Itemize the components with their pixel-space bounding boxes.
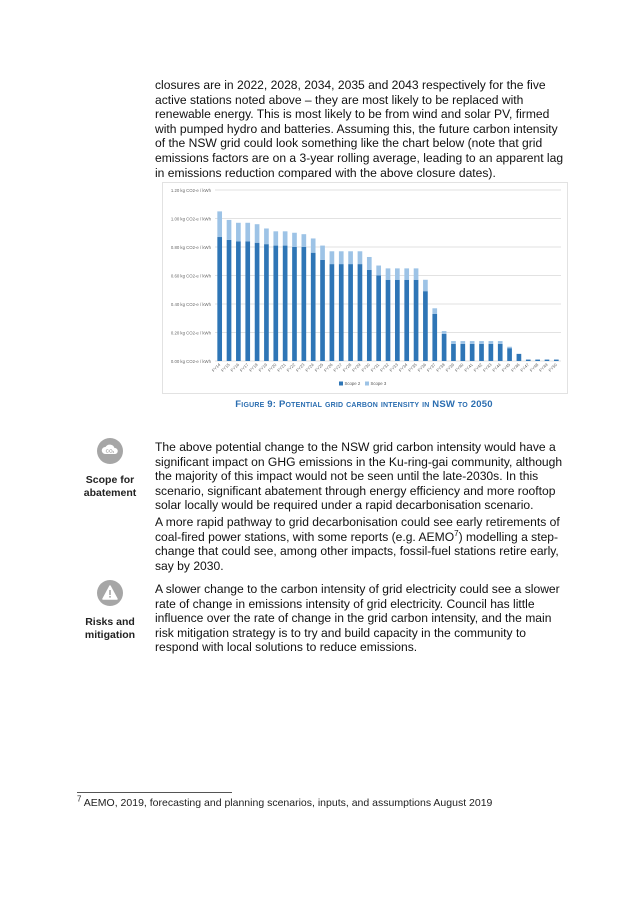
bar-scope-2 (479, 344, 484, 361)
bar-scope-2 (395, 280, 400, 361)
bar-scope-2 (348, 264, 353, 361)
bar-scope-3 (236, 223, 241, 242)
bar-scope-2 (414, 280, 419, 361)
footnote (77, 794, 493, 809)
bar-scope-2 (498, 344, 503, 361)
bar-scope-2 (339, 264, 344, 361)
bar-scope-3 (432, 308, 437, 314)
bar-scope-3 (245, 223, 250, 242)
bar-scope-3 (498, 341, 503, 344)
x-tick-label: FY23 (294, 362, 306, 373)
y-tick-label: 0.00 kg CO2-e / kWh (170, 358, 211, 364)
bar-scope-2 (245, 241, 250, 361)
bar-scope-3 (217, 211, 222, 237)
x-tick-label: FY16 (229, 362, 241, 373)
bar-scope-3 (404, 268, 409, 279)
risk-paragraph: A slower change to the carbon intensity of grid electricity could see a slower rate of change in emissions intensity of grid electricity. Council has little influence over the rate of change in the grid carbon intensity, and the main risk mitigation strategy is to try and build capacity in the community to respond with local solutions to reduce emissions. (155, 582, 560, 655)
x-tick-label: FY41 (463, 362, 474, 373)
bar-scope-2 (227, 240, 232, 361)
bar-scope-3 (311, 238, 316, 252)
legend-swatch (339, 382, 343, 386)
bar-scope-3 (489, 341, 494, 344)
bar-scope-2 (367, 270, 372, 361)
x-tick-label: FY19 (257, 362, 269, 373)
bar-scope-2 (470, 344, 475, 361)
bar-scope-3 (460, 341, 465, 344)
x-tick-label: FY15 (220, 362, 231, 373)
bar-scope-3 (414, 268, 419, 279)
bar-scope-3 (292, 233, 297, 247)
x-tick-label: FY24 (304, 362, 315, 373)
bar-scope-2 (358, 264, 363, 361)
bar-scope-3 (507, 347, 512, 348)
x-tick-label: FY47 (519, 362, 530, 373)
x-tick-label: FY35 (407, 362, 418, 373)
x-tick-label: FY50 (547, 362, 559, 373)
bar-scope-3 (283, 231, 288, 245)
y-tick-label: 1.00 kg CO2-e / kWh (170, 216, 211, 222)
x-tick-label: FY20 (266, 362, 278, 373)
x-tick-label: FY21 (276, 362, 287, 373)
x-tick-label: FY29 (351, 362, 362, 373)
x-tick-label: FY39 (444, 362, 456, 373)
risk-label-line2: mitigation (84, 629, 136, 641)
bar-scope-3 (302, 234, 307, 247)
bar-scope-2 (302, 247, 307, 361)
bar-scope-3 (470, 341, 475, 344)
bar-scope-2 (460, 344, 465, 361)
bar-scope-3 (386, 268, 391, 279)
x-tick-label: FY48 (528, 362, 540, 373)
footnote-marker: 7 (77, 794, 82, 804)
bar-scope-3 (320, 246, 325, 260)
scope-for-abatement-label (72, 474, 148, 500)
x-tick-label: FY17 (238, 362, 250, 373)
x-tick-label: FY49 (538, 362, 549, 373)
bar-scope-2 (545, 360, 550, 361)
bar-scope-2 (535, 360, 540, 361)
bar-scope-2 (311, 253, 316, 361)
legend-swatch (365, 382, 369, 386)
x-tick-label: FY43 (481, 362, 493, 373)
legend-label: Scope 3 (370, 381, 387, 386)
bar-scope-3 (255, 224, 260, 243)
bar-scope-2 (386, 280, 391, 361)
bar-scope-2 (320, 260, 325, 361)
bar-scope-3 (451, 341, 456, 344)
bar-scope-2 (432, 314, 437, 361)
bar-scope-3 (358, 251, 363, 264)
bar-scope-2 (330, 264, 335, 361)
bar-scope-3 (395, 268, 400, 279)
footnote-text: AEMO, 2019, forecasting and planning scenarios, inputs, and assumptions August 2019 (83, 797, 493, 809)
y-tick-label: 0.40 kg CO2-e / kWh (170, 301, 211, 307)
bar-scope-2 (526, 360, 531, 361)
bar-scope-2 (442, 334, 447, 361)
x-tick-label: FY30 (360, 362, 372, 373)
x-tick-label: FY22 (285, 362, 297, 373)
bar-scope-3 (264, 228, 269, 244)
figure-caption: Figure 9: Potential grid carbon intensity in NSW to 2050 (235, 399, 493, 410)
rapid-pathway-paragraph (155, 515, 565, 573)
scope-label-line2: abatement (83, 487, 137, 499)
x-tick-label: FY36 (416, 362, 428, 373)
x-tick-label: FY28 (341, 362, 353, 373)
bar-scope-3 (227, 220, 232, 240)
bar-scope-2 (236, 241, 241, 361)
bar-scope-3 (339, 251, 344, 264)
chart-svg (163, 183, 567, 393)
bar-scope-3 (348, 251, 353, 264)
bar-scope-3 (273, 231, 278, 245)
y-tick-label: 1.20 kg CO2-e / kWh (170, 187, 211, 193)
warning-icon (97, 580, 123, 606)
bar-scope-3 (423, 280, 428, 291)
risks-and-mitigation-label (72, 616, 148, 642)
risk-label-line1: Risks and (85, 616, 135, 628)
bar-scope-2 (217, 237, 222, 361)
bar-scope-2 (255, 243, 260, 361)
x-tick-label: FY44 (491, 362, 502, 373)
bar-scope-2 (451, 344, 456, 361)
bar-scope-3 (479, 341, 484, 344)
x-tick-label: FY34 (397, 362, 409, 373)
grid-carbon-intensity-chart (162, 182, 568, 394)
x-tick-label: FY25 (313, 362, 325, 373)
x-tick-label: FY18 (248, 362, 259, 373)
bar-scope-2 (376, 276, 381, 362)
scope-label-line1: Scope for (85, 474, 135, 486)
bar-scope-3 (376, 266, 381, 276)
bar-scope-2 (283, 246, 288, 361)
rapid-text-b: ) modelling a step-change that could see, among other impacts, fossil-fuel stations retire early, say by 2030. (155, 529, 559, 573)
y-tick-label: 0.20 kg CO2-e / kWh (170, 330, 211, 336)
bar-scope-3 (442, 331, 447, 334)
y-tick-label: 0.60 kg CO2-e / kWh (170, 273, 211, 279)
footnote-ref[interactable]: 7 (454, 528, 459, 538)
bar-scope-2 (273, 246, 278, 361)
bar-scope-2 (507, 348, 512, 361)
footnote-divider (77, 792, 232, 793)
legend-label: Scope 2 (344, 381, 361, 386)
x-tick-label: FY26 (322, 362, 334, 373)
x-tick-label: FY45 (500, 362, 512, 373)
x-tick-label: FY32 (379, 362, 390, 373)
rapid-text-a: A more rapid pathway to grid decarbonisation could see early retirements of coal-fired power stations, with some reports (e.g. AEMO (155, 515, 560, 544)
intro-paragraph: closures are in 2022, 2028, 2034, 2035 and 2043 respectively for the five active stations noted above – they are most likely to be replaced with renewable energy. This is most likely to be from wind and solar PV, firmed with pumped hydro and batteries. Assuming this, the future carbon intensity of the NSW grid could look something like the chart below (note that grid emissions factors are on a 3-year rolling average, leading to an apparent lag in emissions reduction compared with the above closure dates). (155, 78, 564, 180)
x-tick-label: FY14 (210, 362, 222, 373)
bar-scope-3 (330, 251, 335, 264)
x-tick-label: FY42 (472, 362, 484, 373)
bar-scope-2 (404, 280, 409, 361)
x-tick-label: FY46 (510, 362, 521, 373)
co2-icon-text: CO₂ (105, 448, 115, 454)
scope-paragraph: The above potential change to the NSW grid carbon intensity would have a significant impact on GHG emissions in the Ku-ring-gai community, although the majority of this impact would not be seen until the late-2030s. In this scenario, significant abatement through energy efficiency and more rooftop solar locally would be required under a rapid decarbonisation scenario. (155, 440, 563, 513)
x-tick-label: FY37 (425, 362, 437, 373)
x-tick-label: FY33 (388, 362, 400, 373)
x-tick-label: FY40 (453, 362, 465, 373)
y-tick-label: 0.80 kg CO2-e / kWh (170, 244, 211, 250)
bar-scope-2 (423, 291, 428, 361)
x-tick-label: FY38 (435, 362, 446, 373)
bar-scope-2 (264, 244, 269, 361)
bar-scope-2 (292, 247, 297, 361)
bar-scope-2 (489, 344, 494, 361)
bar-scope-2 (517, 354, 522, 361)
bar-scope-2 (554, 360, 559, 361)
co2-icon (97, 438, 123, 464)
bar-scope-3 (367, 257, 372, 270)
x-tick-label: FY27 (332, 362, 343, 373)
x-tick-label: FY31 (369, 362, 381, 373)
